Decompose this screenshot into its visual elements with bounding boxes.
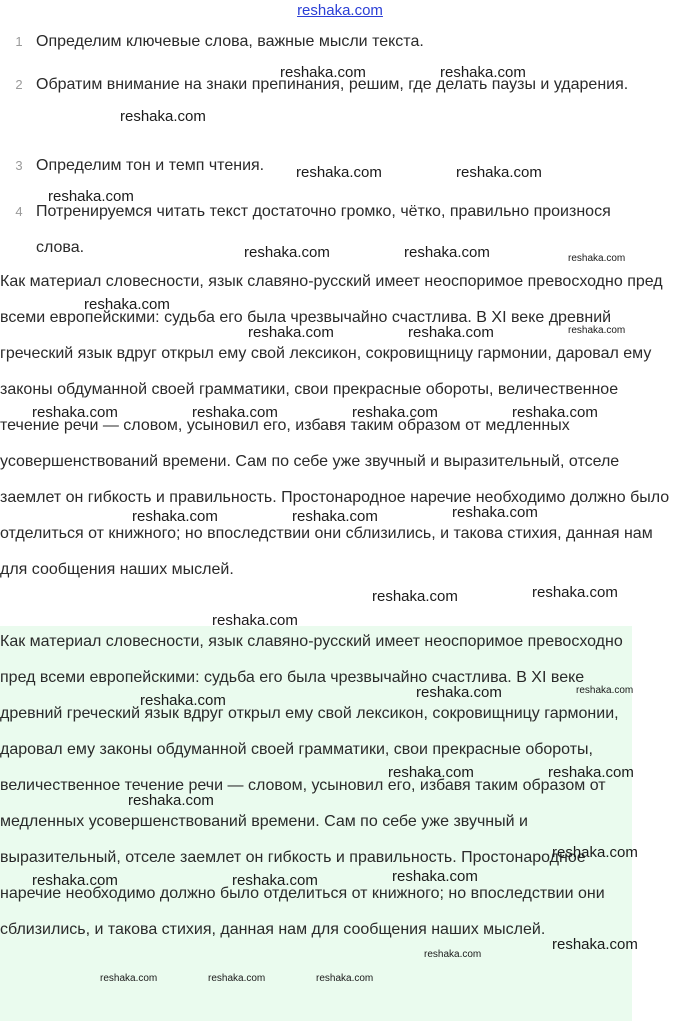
- watermark: reshaka.com: [548, 764, 634, 781]
- watermark: reshaka.com: [416, 684, 502, 701]
- watermark: reshaka.com: [100, 973, 158, 984]
- step-number: 1: [15, 34, 23, 49]
- watermark: reshaka.com: [392, 868, 478, 885]
- step-text: Определим тон и темп чтения.: [36, 157, 265, 174]
- watermark: reshaka.com: [404, 244, 490, 261]
- watermark: reshaka.com: [128, 792, 214, 809]
- watermark: reshaka.com: [120, 108, 206, 125]
- watermark: reshaka.com: [32, 872, 118, 889]
- watermark: reshaka.com: [212, 612, 298, 629]
- watermark: reshaka.com: [512, 404, 598, 421]
- watermark: reshaka.com: [372, 588, 458, 605]
- site-title-link[interactable]: reshaka.com: [297, 2, 383, 19]
- watermark: reshaka.com: [32, 404, 118, 421]
- watermark: reshaka.com: [440, 64, 526, 81]
- body-paragraph: Как материал словесности, язык славяно-русский имеет неоспоримое превосходно пред всеми европейскими: судьба его была чрезвычайно счастлива. В XI веке древний греческий язык вдруг открыл ему свой лексикон, сокровищницу гармонии, даровал ему законы обдуманной своей грамматики, свои прекрасные обороты, величественное течение речи — словом, усыновил его, избавя таким образом от медленных усовершенствований времени. Сам по себе уже звучный и выразительный, отселе заемлет он гибкость и правильность. Простонародное наречие необходимо должно было отделиться от книжного; но впоследствии они сблизились, и такова стихия, данная нам для сообщения наших мыслей.: [0, 273, 670, 578]
- watermark: reshaka.com: [140, 692, 226, 709]
- watermark: reshaka.com: [568, 325, 626, 336]
- highlighted-paragraph: Как материал словесности, язык славяно-русский имеет неоспоримое превосходно пред всеми европейскими: судьба его была чрезвычайно счастлива. В XI веке древний греческий язык вдруг открыл ему свой лексикон, сокровищницу гармонии, даровал ему законы обдуманной своей грамматики, свои прекрасные обороты, величественное течение речи — словом, усыновил его, избавя таким образом от медленных усовершенствований времени. Сам по себе уже звучный и выразительный, отселе заемлет он гибкость и правильность. Простонародное наречие необходимо должно было отделиться от книжного; но впоследствии они сблизились, и такова стихия, данная нам для сообщения наших мыслей.: [0, 633, 623, 938]
- step-number: 3: [15, 158, 23, 173]
- watermark: reshaka.com: [568, 253, 626, 264]
- step-text: Потренируемся читать текст достаточно громко, чётко, правильно произнося слова.: [36, 203, 611, 256]
- step-number: 2: [15, 77, 23, 92]
- watermark: reshaka.com: [248, 324, 334, 341]
- watermark: reshaka.com: [552, 844, 638, 861]
- watermark: reshaka.com: [48, 188, 134, 205]
- watermark: reshaka.com: [244, 244, 330, 261]
- watermark: reshaka.com: [232, 872, 318, 889]
- step-number: 4: [15, 204, 23, 219]
- watermark: reshaka.com: [576, 685, 634, 696]
- watermark: reshaka.com: [84, 296, 170, 313]
- watermark: reshaka.com: [552, 936, 638, 953]
- watermark: reshaka.com: [388, 764, 474, 781]
- watermark: reshaka.com: [532, 584, 618, 601]
- watermark: reshaka.com: [132, 508, 218, 525]
- watermark: reshaka.com: [408, 324, 494, 341]
- watermark: reshaka.com: [296, 164, 382, 181]
- watermark: reshaka.com: [292, 508, 378, 525]
- watermark: reshaka.com: [452, 504, 538, 521]
- watermark: reshaka.com: [192, 404, 278, 421]
- watermark: reshaka.com: [316, 973, 374, 984]
- watermark: reshaka.com: [456, 164, 542, 181]
- watermark: reshaka.com: [424, 949, 482, 960]
- watermark: reshaka.com: [280, 64, 366, 81]
- watermark: reshaka.com: [352, 404, 438, 421]
- step-text: Определим ключевые слова, важные мысли текста.: [36, 33, 424, 50]
- watermark: reshaka.com: [208, 973, 266, 984]
- step-text: Обратим внимание на знаки препинания, решим, где делать паузы и ударения.: [36, 76, 629, 93]
